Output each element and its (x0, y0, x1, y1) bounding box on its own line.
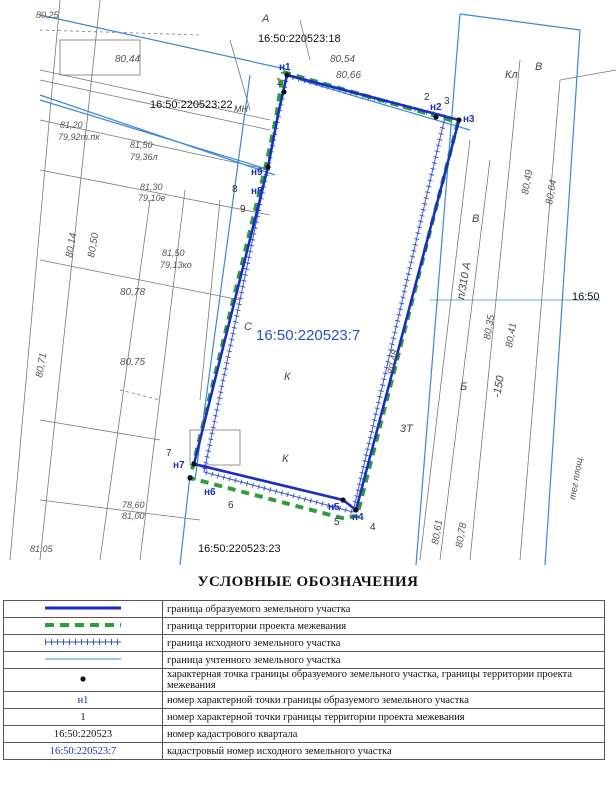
topo-label: 81,20 (60, 120, 83, 130)
topo-label: 78,60 (122, 500, 145, 510)
legend-symbol: н1 (4, 692, 163, 709)
legend-row (4, 726, 605, 743)
topo-letter: А (262, 13, 270, 25)
legend-text: граница образуемого земельного участка (163, 601, 605, 618)
topo-letter: С (244, 321, 252, 333)
legend-text: номер характерной точки границы территории проекта межевания (163, 709, 605, 726)
survey-number: 5 (334, 517, 340, 528)
point-label: н7 (173, 460, 185, 471)
point-label: н9 (251, 167, 263, 178)
legend-table (3, 600, 605, 760)
topo-letter: К (282, 453, 289, 465)
point-marker (265, 164, 270, 169)
point-marker (433, 114, 438, 119)
legend-row (4, 601, 605, 618)
topo-label: 79,10е (138, 193, 166, 203)
point-marker (281, 89, 286, 94)
topo-label: 80,66 (336, 70, 362, 81)
legend-row (4, 692, 605, 709)
topo-label: 80,25 (36, 10, 59, 20)
quarter-label: 16:50 (572, 291, 600, 303)
survey-number: 7 (166, 448, 172, 459)
point-marker (191, 461, 196, 466)
dot-swatch (78, 674, 88, 684)
point-marker (456, 117, 461, 122)
topo-label: 80,71 (34, 351, 50, 379)
point-label: н3 (463, 114, 475, 125)
topo-letter: тег площ. (567, 454, 585, 501)
topo-label: 79,92т.пк (58, 132, 100, 142)
legend-symbol (4, 618, 163, 635)
topo-label: 80,64 (544, 178, 560, 206)
legend-symbol: 16:50:220523 (4, 726, 163, 743)
topo-letter: МН (234, 104, 248, 114)
topo-letter: В (472, 213, 480, 225)
topo-label: 80,35 (482, 313, 498, 341)
topo-label: 81,00 (122, 511, 145, 521)
point-label: н2 (430, 102, 442, 113)
point-label: н4 (352, 512, 364, 523)
survey-number: 8 (232, 184, 238, 195)
legend-symbol (4, 652, 163, 669)
legend-row (4, 709, 605, 726)
point-label: н1 (279, 62, 291, 73)
quarter-label: 16:50:220523:18 (258, 33, 341, 45)
point-label: н6 (204, 487, 216, 498)
topo-label: 80,78 (454, 521, 470, 549)
characteristic-points (187, 72, 461, 512)
formed-parcel-boundary (194, 75, 459, 510)
topo-label: 80,50 (86, 231, 102, 259)
topo-label: 80,75 (120, 357, 146, 368)
survey-number: 4 (370, 522, 376, 533)
topo-label: 79,36л (130, 152, 158, 162)
project-boundary (190, 72, 458, 518)
legend-text: номер кадастрового квартала (163, 726, 605, 743)
hatched-line-swatch (43, 638, 123, 646)
topo-label: 80,41 (504, 321, 520, 349)
topo-label: 80,48 (386, 348, 402, 376)
topo-letter: -150 (491, 374, 507, 399)
point-marker (187, 475, 192, 480)
survey-number: 1 (276, 77, 282, 88)
legend-text: характерная точка границы образуемого земельного участка, границы территории проекта межевания (163, 669, 605, 692)
point-marker (284, 72, 289, 77)
legend-row (4, 618, 605, 635)
topo-label: 80,78 (120, 287, 146, 298)
topo-label: 80,14 (64, 231, 80, 259)
topo-letter: В (535, 61, 543, 73)
legend-title: УСЛОВНЫЕ ОБОЗНАЧЕНИЯ (197, 574, 419, 590)
legend-row (4, 743, 605, 760)
topo-label: 81,50 (162, 248, 185, 258)
legend-row (4, 652, 605, 669)
blue-line-swatch (43, 604, 123, 612)
survey-number: 2 (424, 92, 430, 103)
topo-letter: п/310 А (455, 261, 474, 301)
green-dash-swatch (43, 621, 123, 629)
topo-letter: Кл (505, 69, 518, 81)
survey-number: 6 (228, 500, 234, 511)
legend-text: кадастровый номер исходного земельного участка (163, 743, 605, 760)
topo-label: 81,05 (30, 544, 53, 554)
legend-text: номер характерной точки границы образуемого земельного участка (163, 692, 605, 709)
survey-number: 9 (240, 204, 246, 215)
topo-label: 79,13ко (160, 260, 192, 270)
thin-line-swatch (43, 655, 123, 663)
topo-label: 80,54 (330, 54, 356, 65)
legend-symbol: 16:50:220523:7 (4, 743, 163, 760)
topo-letter: К (284, 371, 291, 383)
topo-letter: 3Т (400, 423, 413, 435)
legend-row (4, 669, 605, 692)
quarter-label: 16:50:220523:23 (198, 543, 281, 555)
legend-symbol (4, 669, 163, 692)
legend-symbol (4, 635, 163, 652)
legend-text: граница исходного земельного участка (163, 635, 605, 652)
topo-label: 80,61 (430, 518, 446, 546)
topo-label: 81,30 (140, 182, 163, 192)
legend-symbol (4, 601, 163, 618)
topo-label: 80,44 (115, 54, 141, 65)
survey-number: 3 (444, 96, 450, 107)
legend-row (4, 635, 605, 652)
legend-symbol: 1 (4, 709, 163, 726)
topo-label: 80,49 (520, 168, 536, 196)
legend-text: граница территории проекта межевания (163, 618, 605, 635)
legend-text: граница учтенного земельного участка (163, 652, 605, 669)
point-marker (340, 497, 345, 502)
topo-label: 81,50 (130, 140, 153, 150)
topo-letter: Б (460, 381, 468, 393)
point-label: н8 (251, 186, 263, 197)
point-label: н5 (328, 502, 340, 513)
quarter-label: 16:50:220523:22 (150, 99, 233, 111)
parcel-number: 16:50:220523:7 (256, 327, 361, 344)
